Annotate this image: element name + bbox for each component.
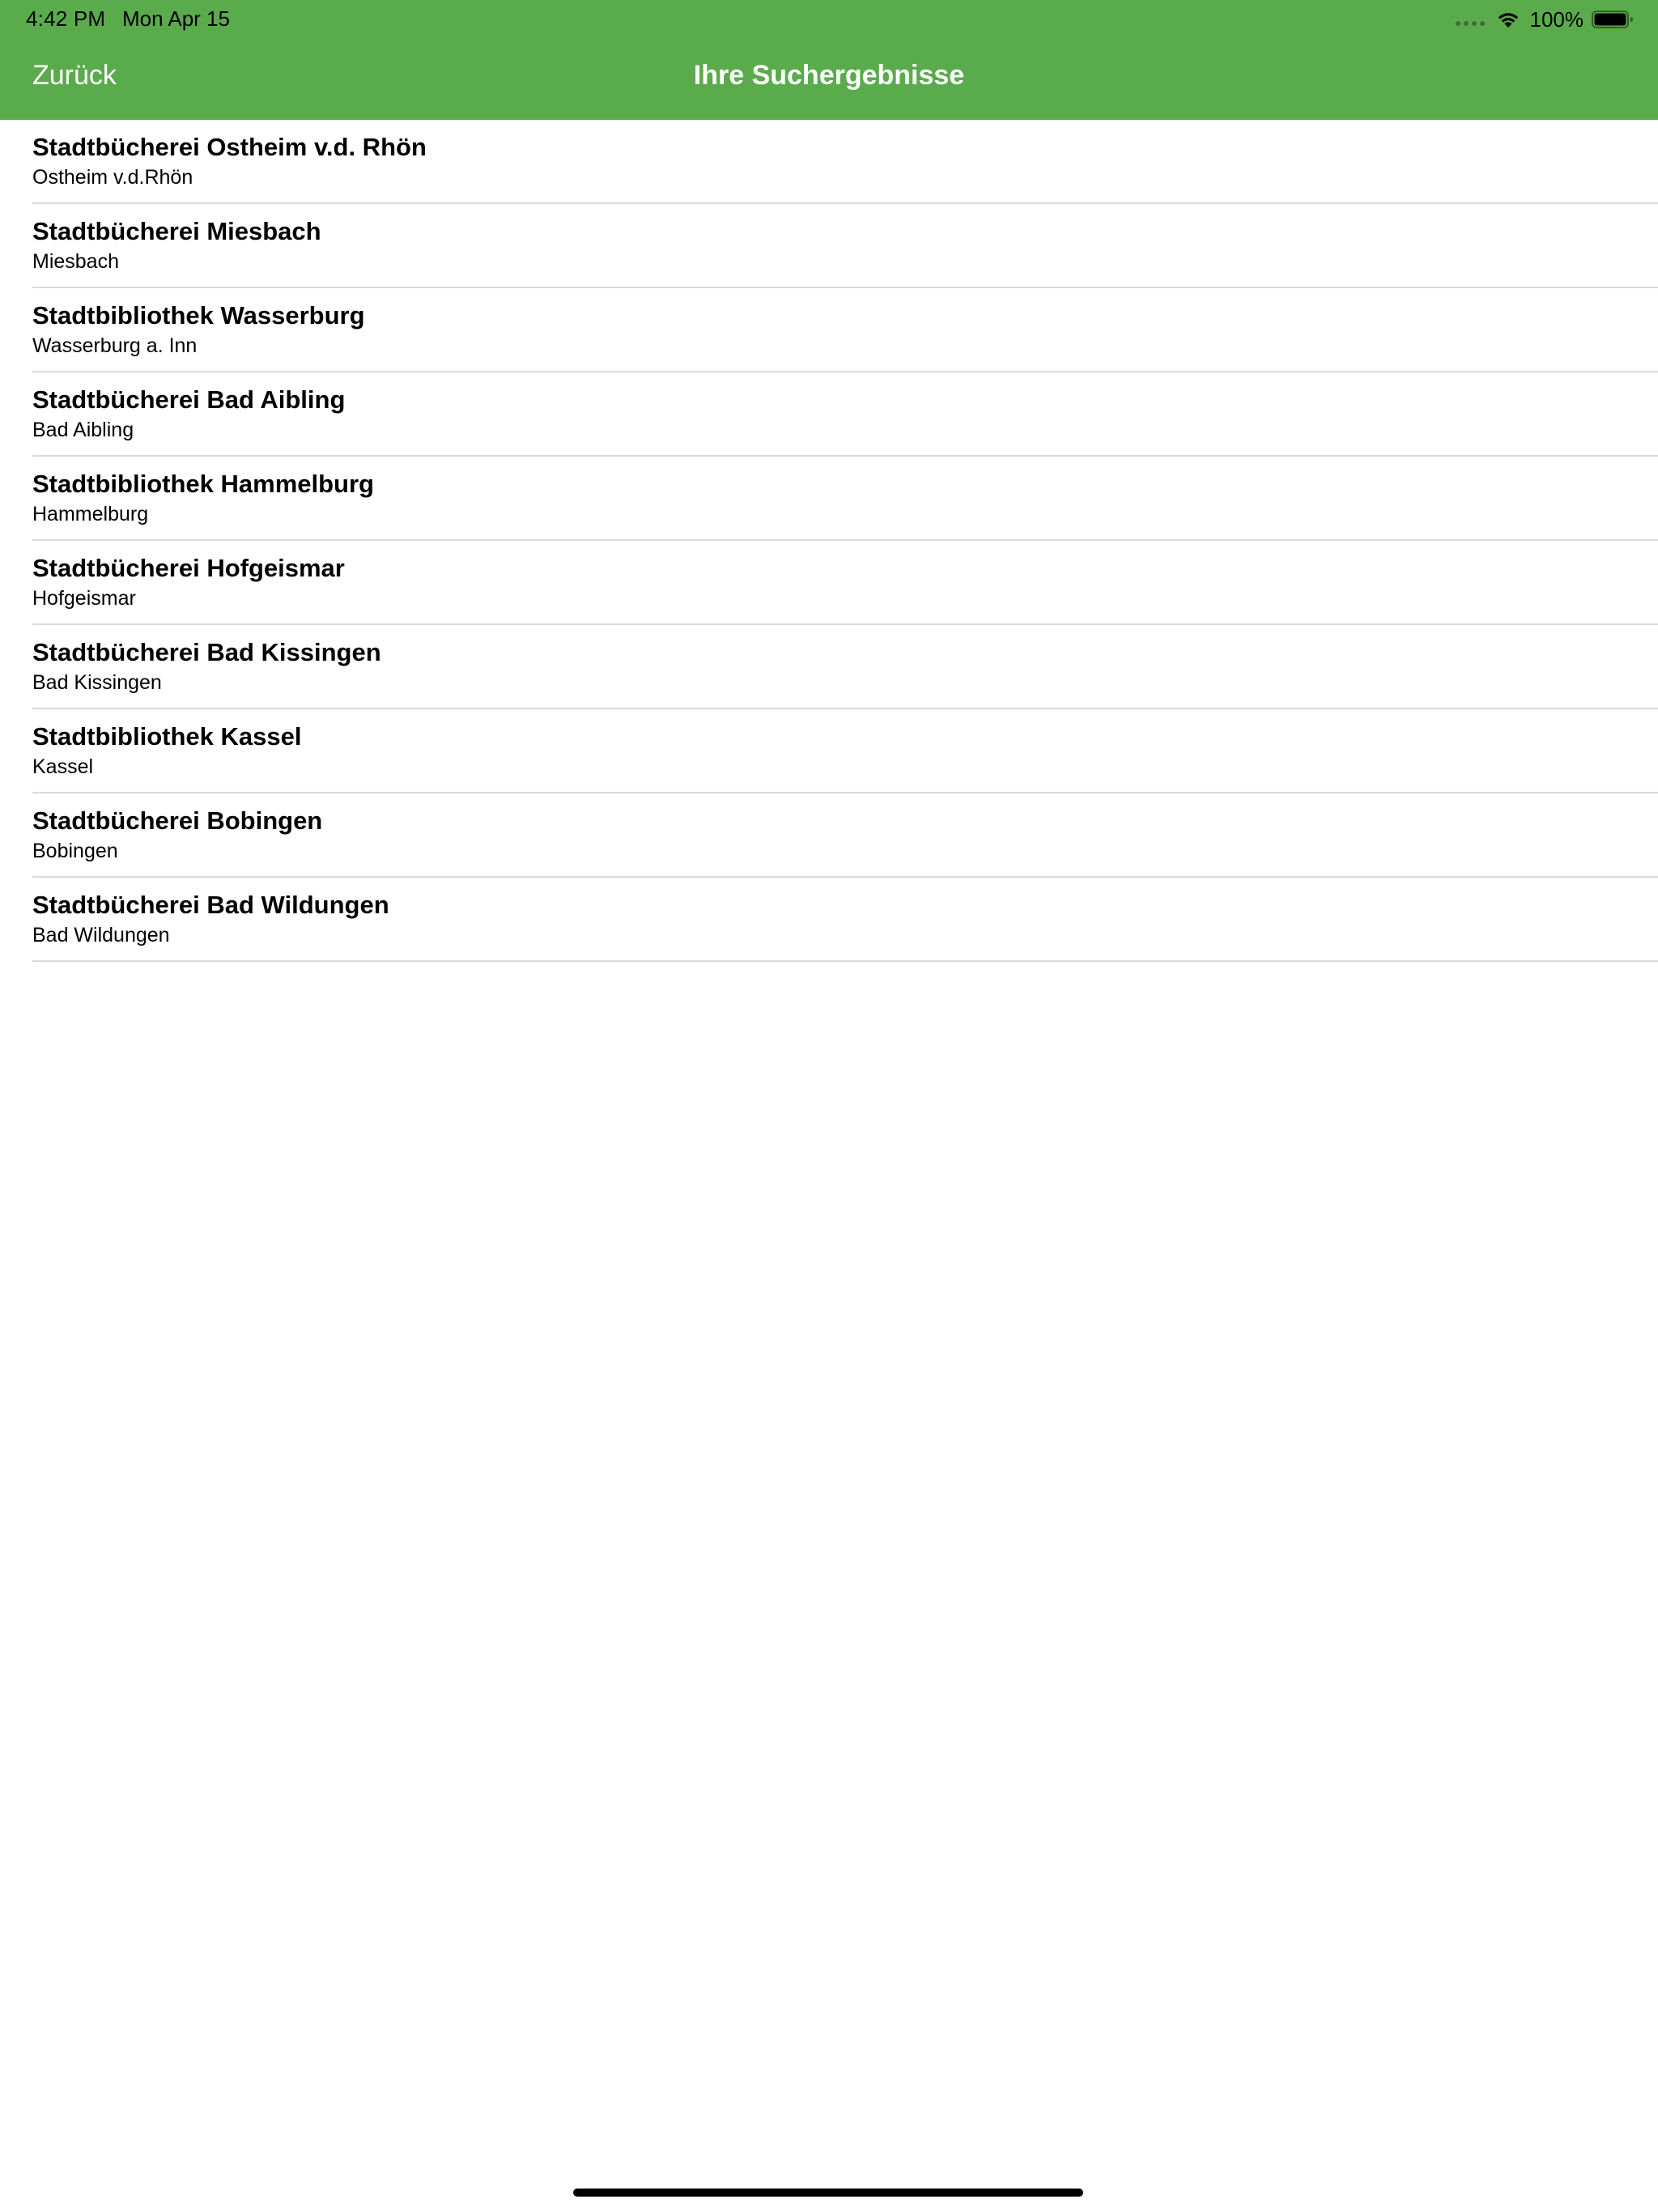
wifi-icon: [1496, 10, 1520, 29]
results-list: [0, 120, 1658, 962]
home-indicator[interactable]: [573, 2189, 1083, 2197]
library-city: Hofgeismar: [32, 587, 136, 610]
library-name: Stadtbücherei Bad Kissingen: [32, 638, 381, 666]
list-item[interactable]: [0, 288, 1658, 372]
library-name: Stadtbücherei Ostheim v.d. Rhön: [32, 133, 427, 161]
status-bar: [0, 0, 1658, 39]
signal-dots-icon: [1456, 21, 1485, 26]
library-name: Stadtbibliothek Hammelburg: [32, 470, 374, 498]
library-city: Bad Kissingen: [32, 671, 162, 694]
status-date: Mon Apr 15: [122, 6, 230, 31]
battery-percent: 100%: [1529, 6, 1584, 32]
navigation-bar: [0, 39, 1658, 120]
library-city: Miesbach: [32, 250, 119, 273]
library-city: Bad Wildungen: [32, 924, 170, 946]
list-item[interactable]: [0, 709, 1658, 793]
library-city: Ostheim v.d.Rhön: [32, 166, 193, 189]
library-city: Kassel: [32, 755, 94, 778]
library-name: Stadtbibliothek Wasserburg: [32, 301, 365, 330]
list-item[interactable]: [0, 457, 1658, 541]
status-indicators: [1456, 6, 1635, 32]
library-city: Wasserburg a. Inn: [32, 334, 198, 357]
list-item[interactable]: [0, 793, 1658, 878]
library-city: Bobingen: [32, 840, 118, 862]
library-name: Stadtbibliothek Kassel: [32, 722, 302, 751]
library-name: Stadtbücherei Bad Aibling: [32, 385, 346, 414]
status-time: 4:42 PM: [26, 6, 106, 31]
library-city: Hammelburg: [32, 503, 149, 525]
library-name: Stadtbücherei Bobingen: [32, 806, 323, 835]
list-item[interactable]: [0, 541, 1658, 625]
list-item[interactable]: [0, 625, 1658, 709]
page-title: Ihre Suchergebnisse: [693, 60, 965, 91]
list-item[interactable]: [0, 204, 1658, 288]
list-item[interactable]: [0, 372, 1658, 457]
list-item[interactable]: [0, 878, 1658, 962]
list-item[interactable]: [0, 120, 1658, 204]
library-name: Stadtbücherei Hofgeismar: [32, 554, 345, 582]
top-bar: [0, 0, 1658, 120]
battery-icon: [1592, 10, 1634, 29]
back-button[interactable]: Zurück: [32, 60, 117, 91]
library-name: Stadtbücherei Miesbach: [32, 217, 321, 245]
library-city: Bad Aibling: [32, 419, 134, 441]
library-name: Stadtbücherei Bad Wildungen: [32, 891, 389, 919]
